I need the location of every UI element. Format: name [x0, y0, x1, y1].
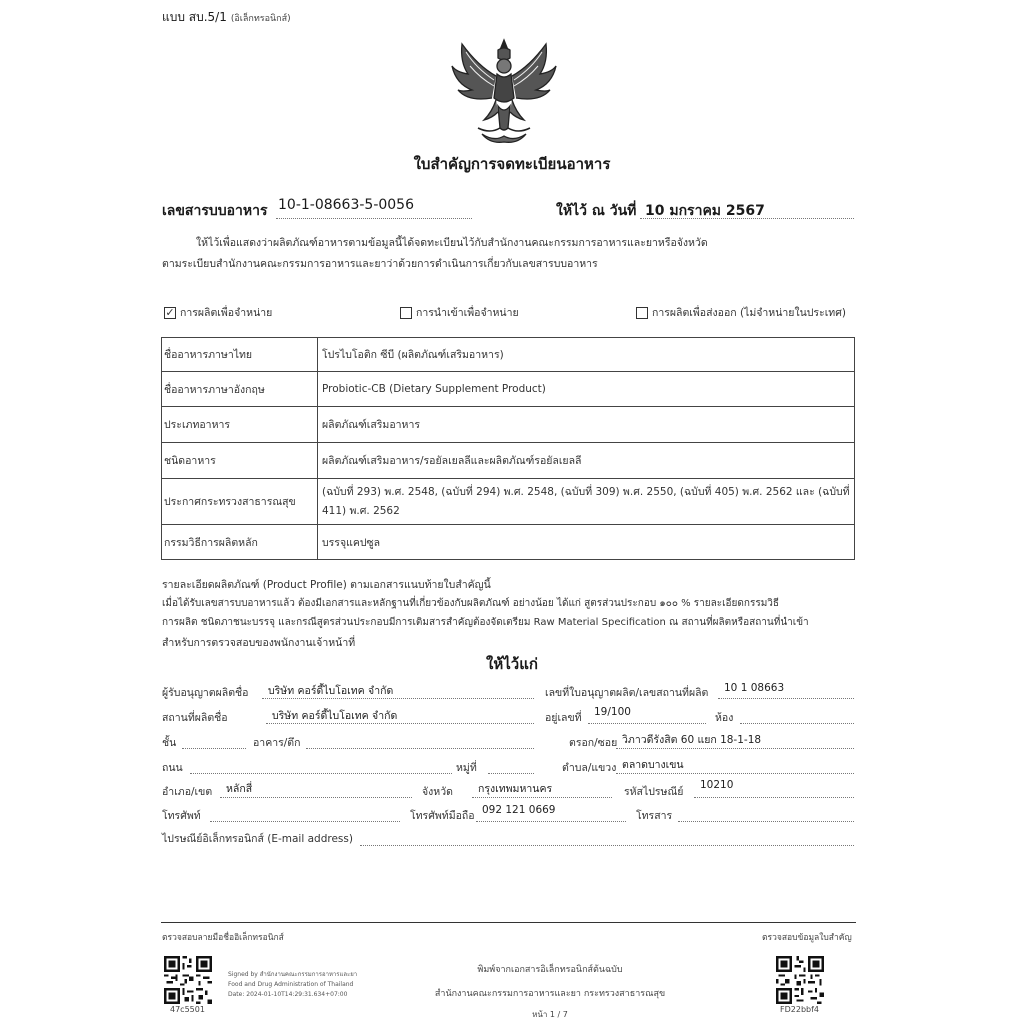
- profile-note-3: การผลิต ชนิดภาชนะบรรจุ และกรณีสูตรส่วนประกอบมีการเติมสารสำคัญต้องจัดเตรียม Raw Material Specification ณ สถานที่ผลิตหรือสถานที่นำเข้า: [162, 617, 809, 628]
- document-title: ใบสำคัญการจดทะเบียนอาหาร: [413, 155, 611, 173]
- detail-value: (ฉบับที่ 293) พ.ศ. 2548, (ฉบับที่ 294) พ.ศ. 2548, (ฉบับที่ 309) พ.ศ. 2550, (ฉบับที่ 405) พ.ศ. 2562 และ (ฉบับที่ 411) พ.ศ. 2562: [318, 479, 855, 525]
- printed-note: พิมพ์จากเอกสารอิเล็กทรอนิกส์ต้นฉบับ: [477, 965, 623, 975]
- fax-label: โทรสาร: [636, 810, 673, 822]
- table-row: [162, 479, 855, 525]
- qr-right-code: FD22bbf4: [780, 1005, 820, 1014]
- site-value: บริษัท คอร์ดี้ไบโอเทค จำกัด: [272, 710, 398, 722]
- floor-underline: [182, 748, 246, 749]
- licensee-value: บริษัท คอร์ดี้ไบโอเทค จำกัด: [268, 685, 394, 697]
- email-underline: [360, 845, 854, 846]
- profile-note-1: รายละเอียดผลิตภัณฑ์ (Product Profile) ตามเอกสารแนบท้ายใบสำคัญนี้: [162, 579, 491, 591]
- recipient-title: ให้ไว้แก่: [486, 655, 538, 673]
- soi-underline: [616, 748, 854, 749]
- subdistrict-value: ตลาดบางเขน: [622, 759, 684, 771]
- detail-label: ชนิดอาหาร: [162, 443, 318, 479]
- license-number-value: 10 1 08663: [724, 682, 785, 694]
- province-label: จังหวัด: [422, 786, 453, 798]
- building-label: อาคาร/ตึก: [253, 737, 301, 749]
- detail-value: บรรจุแคปซูล: [318, 525, 855, 560]
- detail-label: ประเภทอาหาร: [162, 407, 318, 443]
- licensee-underline: [262, 698, 534, 699]
- table-row: [162, 372, 855, 407]
- intro-line-1: ให้ไว้เพื่อแสดงว่าผลิตภัณฑ์อาหารตามข้อมูลนี้ได้จดทะเบียนไว้กับสำนักงานคณะกรรมการอาหารและยาหรือจังหวัด: [196, 237, 708, 249]
- site-underline: [266, 723, 534, 724]
- license-number-underline: [718, 698, 854, 699]
- fax-underline: [678, 821, 854, 822]
- moo-label: หมู่ที่: [456, 762, 477, 774]
- food-details-table: [161, 337, 855, 560]
- address-number-label: อยู่เลขที่: [545, 712, 582, 724]
- road-underline: [190, 773, 452, 774]
- soi-label: ตรอก/ซอย: [569, 737, 618, 749]
- table-row: [162, 525, 855, 560]
- purpose-production[interactable]: [164, 304, 272, 321]
- verify-signature-label: ตรวจสอบลายมือชื่ออิเล็กทรอนิกส์: [162, 933, 284, 943]
- mobile-underline: [476, 821, 626, 822]
- issued-date-label: ให้ไว้ ณ วันที่: [556, 203, 637, 219]
- province-underline: [472, 797, 612, 798]
- subdistrict-label: ตำบล/แขวง: [562, 762, 617, 774]
- table-row: [162, 407, 855, 443]
- mobile-label: โทรศัพท์มือถือ: [410, 810, 475, 822]
- phone-underline: [210, 821, 400, 822]
- registration-number: 10-1-08663-5-0056: [278, 197, 415, 213]
- address-number-underline: [588, 723, 706, 724]
- province-value: กรุงเทพมหานคร: [478, 783, 553, 795]
- certificate-qr-code-icon[interactable]: [776, 956, 824, 1004]
- floor-label: ชั้น: [162, 737, 177, 749]
- room-underline: [740, 723, 854, 724]
- district-value: หลักสี่: [226, 783, 253, 795]
- detail-value: ผลิตภัณฑ์เสริมอาหาร/รอยัลเยลลีและผลิตภัณฑ์รอยัลเยลลี: [318, 443, 855, 479]
- qr-left-code: 47c5501: [170, 1005, 205, 1014]
- checkbox-production[interactable]: ✓: [165, 306, 175, 319]
- profile-note-4: สำหรับการตรวจสอบของพนักงานเจ้าหน้าที่: [162, 637, 356, 649]
- purpose-import-label: การนำเข้าเพื่อจำหน่าย: [416, 307, 519, 319]
- detail-value: ผลิตภัณฑ์เสริมอาหาร: [318, 407, 855, 443]
- detail-label: กรรมวิธีการผลิตหลัก: [162, 525, 318, 560]
- checkbox-import[interactable]: [400, 307, 412, 319]
- detail-value: Probiotic-CB (Dietary Supplement Product): [318, 372, 855, 407]
- checkbox-export[interactable]: [636, 307, 648, 319]
- issued-date-underline: [640, 218, 854, 219]
- signature-line-2: Food and Drug Administration of Thailand: [228, 981, 354, 988]
- postcode-value: 10210: [700, 779, 734, 791]
- footer-divider: [161, 922, 856, 923]
- site-label: สถานที่ผลิตชื่อ: [162, 712, 228, 724]
- road-label: ถนน: [162, 762, 183, 774]
- page-number: หน้า 1 / 7: [532, 1010, 568, 1019]
- district-label: อำเภอ/เขต: [162, 786, 213, 798]
- table-row: [162, 443, 855, 479]
- registration-number-label: เลขสารบบอาหาร: [162, 203, 268, 219]
- issued-date: 10 มกราคม 2567: [645, 203, 765, 219]
- intro-line-2: ตามระเบียบสำนักงานคณะกรรมการอาหารและยาว่าด้วยการดำเนินการเกี่ยวกับเลขสารบบอาหาร: [162, 258, 598, 270]
- moo-underline: [488, 773, 534, 774]
- purpose-export-label: การผลิตเพื่อส่งออก (ไม่จำหน่ายในประเทศ): [652, 307, 846, 319]
- detail-value: โปรไบโอติก ซีบี (ผลิตภัณฑ์เสริมอาหาร): [318, 338, 855, 372]
- postcode-underline: [694, 797, 854, 798]
- registration-number-underline: [276, 218, 472, 219]
- license-number-label: เลขที่ใบอนุญาตผลิต/เลขสถานที่ผลิต: [545, 687, 709, 699]
- table-row: [162, 338, 855, 372]
- mobile-value: 092 121 0669: [482, 804, 556, 816]
- form-code: แบบ สบ.5/1 (อิเล็กทรอนิกส์): [162, 10, 291, 24]
- licensee-label: ผู้รับอนุญาตผลิตชื่อ: [162, 687, 249, 699]
- agency-name: สำนักงานคณะกรรมการอาหารและยา กระทรวงสาธารณสุข: [434, 989, 666, 999]
- garuda-emblem-icon: [448, 36, 560, 146]
- detail-label: ชื่ออาหารภาษาอังกฤษ: [162, 372, 318, 407]
- soi-value: วิภาวดีรังสิต 60 แยก 18-1-18: [622, 734, 762, 746]
- building-underline: [306, 748, 534, 749]
- address-number-value: 19/100: [594, 706, 631, 718]
- signature-line-1: Signed by สำนักงานคณะกรรมการอาหารและยา: [228, 971, 358, 978]
- detail-label: ชื่ออาหารภาษาไทย: [162, 338, 318, 372]
- verify-info-label: ตรวจสอบข้อมูลใบสำคัญ: [762, 933, 852, 943]
- purpose-import[interactable]: [400, 304, 519, 321]
- phone-label: โทรศัพท์: [162, 810, 201, 822]
- signature-line-3: Date: 2024-01-10T14:29:31.634+07:00: [228, 991, 348, 998]
- postcode-label: รหัสไปรษณีย์: [624, 786, 684, 798]
- district-underline: [220, 797, 412, 798]
- email-label: ไปรษณีย์อิเล็กทรอนิกส์ (E-mail address): [162, 833, 353, 845]
- profile-note-2: เมื่อได้รับเลขสารบบอาหารแล้ว ต้องมีเอกสารและหลักฐานที่เกี่ยวข้องกับผลิตภัณฑ์ อย่างน้อย ได้แก่ สูตรส่วนประกอบ ๑๐๐ % รายละเอียดกรรมวิธี: [162, 598, 780, 609]
- detail-label: ประกาศกระทรวงสาธารณสุข: [162, 479, 318, 525]
- purpose-export[interactable]: [636, 304, 846, 321]
- subdistrict-underline: [616, 773, 854, 774]
- purpose-production-label: การผลิตเพื่อจำหน่าย: [180, 307, 273, 319]
- room-label: ห้อง: [715, 712, 734, 724]
